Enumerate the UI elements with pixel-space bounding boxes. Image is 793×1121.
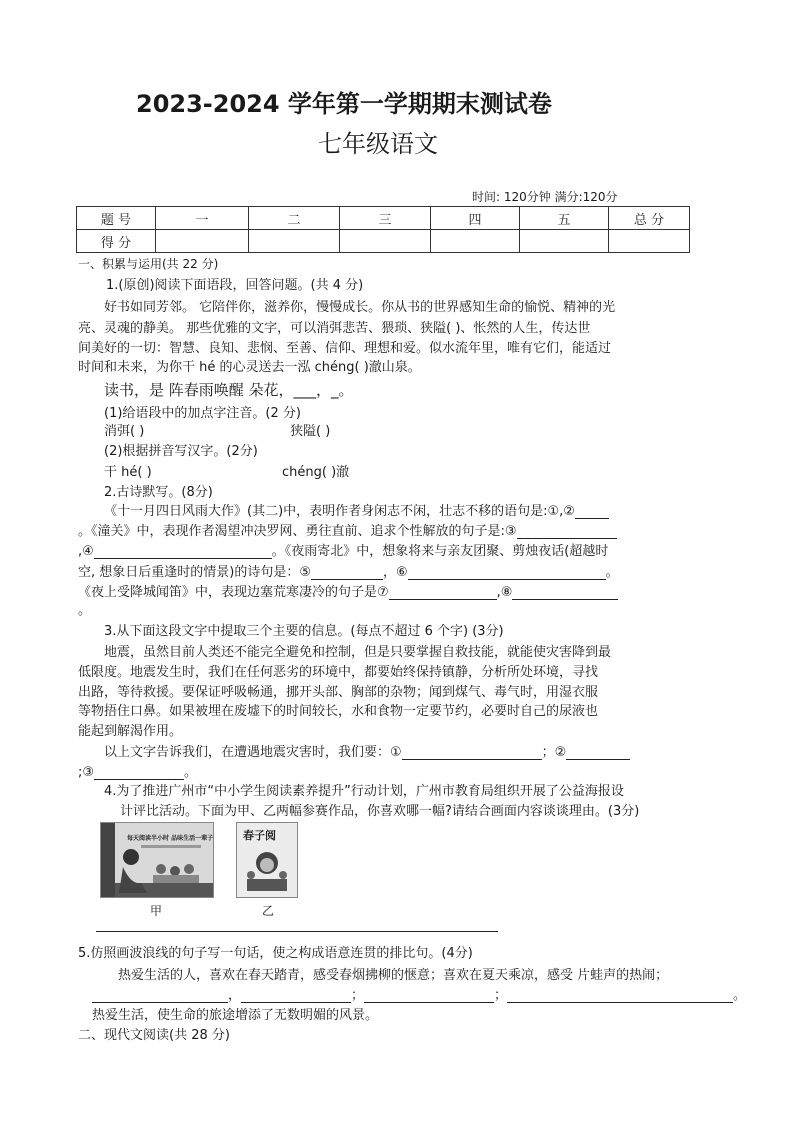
answer-blank[interactable] bbox=[92, 989, 228, 1003]
q2-line-3-prefix: ,④ bbox=[78, 544, 94, 559]
q5-end: 。 bbox=[733, 988, 747, 1003]
q2-line-5-mid: ,⑧ bbox=[496, 585, 513, 600]
score-cell[interactable] bbox=[156, 230, 249, 253]
q2-title: 2.古诗默写。(8分) bbox=[104, 485, 213, 500]
poster-b-illustration bbox=[237, 823, 297, 897]
q1-passage-line: 时间和未来，为你干 hé 的心灵送去一泓 chéng( )澈山泉。 bbox=[78, 360, 421, 375]
q1-sub2-b[interactable]: chéng( )澈 bbox=[282, 465, 350, 480]
q3-title: 3.从下面这段文字中提取三个主要的信息。(每点不超过 6 个字) (3分) bbox=[104, 624, 504, 639]
score-table-score-row bbox=[77, 230, 690, 253]
answer-blank[interactable] bbox=[517, 525, 617, 539]
poster-a-text: 每天阅读半小时 品味生活一辈子 bbox=[127, 835, 214, 842]
poster-b-image bbox=[236, 822, 298, 898]
answer-blank[interactable] bbox=[94, 766, 184, 780]
q2-line-2 bbox=[78, 520, 617, 539]
header-cell: 二 bbox=[249, 207, 340, 230]
answer-blank[interactable] bbox=[94, 545, 272, 559]
q3-passage-line: 低限度。地震发生时，我们在任何恶劣的环境中，都要始终保持镇静，分析所处环境，寻找 bbox=[78, 665, 599, 680]
score-cell[interactable] bbox=[340, 230, 431, 253]
answer-blank[interactable] bbox=[512, 586, 618, 600]
q3-answer-prefix: ;③ bbox=[78, 765, 95, 780]
answer-blank[interactable] bbox=[575, 505, 609, 519]
q4-title-line: 计评比活动。下面为甲、乙两幅参赛作品，你喜欢哪一幅?请结合画面内容谈谈理由。(3分) bbox=[120, 804, 640, 819]
q3-answer-text: 以上文字告诉我们，在遭遇地震灾害时，我们要：① bbox=[104, 745, 402, 760]
poster-a-illustration bbox=[101, 823, 213, 897]
q3-passage-line: 等物捂住口鼻。如果被埋在废墟下的时间较长，水和食物一定要节约，必要时自己的尿液也 bbox=[78, 704, 599, 719]
section1-heading: 一、积累与运用(共 22 分) bbox=[78, 257, 219, 271]
q3-passage-line: 能起到解渴作用。 bbox=[78, 724, 183, 739]
q3-answer-line bbox=[104, 741, 630, 760]
q2-line-1 bbox=[104, 500, 609, 519]
page-title: 2023-2024 学年第一学期期末测试卷 bbox=[136, 90, 552, 118]
q5-sep: ； bbox=[494, 988, 508, 1003]
answer-blank[interactable] bbox=[566, 746, 630, 760]
poster-a-image bbox=[100, 822, 214, 898]
answer-blank[interactable] bbox=[364, 989, 494, 1003]
header-cell: 三 bbox=[340, 207, 431, 230]
score-table-header-row bbox=[77, 207, 690, 230]
score-cell[interactable] bbox=[431, 230, 520, 253]
q3-passage-line: 地震，虽然目前人类还不能完全避免和控制，但是只要掌握自救技能，就能使灾害降到最 bbox=[104, 645, 612, 660]
q1-sub2-a[interactable]: 干 hé( ) bbox=[104, 465, 152, 480]
q1-passage-line: 好书如同芳邻。 它陪伴你，滋养你，慢慢成长。你从书的世界感知生命的愉悦、精神的光 bbox=[104, 300, 616, 315]
q1-sub2: (2)根据拼音写汉字。(2分) bbox=[104, 444, 258, 459]
q3-answer-end: 。 bbox=[184, 765, 198, 780]
section2-heading: 二、现代文阅读(共 28 分) bbox=[78, 1028, 230, 1043]
q2-line-4-end: 。 bbox=[605, 565, 619, 580]
q2-line-6: 。 bbox=[78, 603, 92, 618]
answer-blank[interactable] bbox=[241, 989, 351, 1003]
q5-sep: ； bbox=[351, 988, 365, 1003]
q1-sub1-a[interactable]: 消弭( ) bbox=[104, 424, 145, 439]
q2-line-5-text: 《夜上受降城闻笛》中，表现边塞荒寒凄冷的句子是⑦ bbox=[78, 585, 389, 600]
q2-line-3 bbox=[78, 540, 608, 559]
header-cell: 题 号 bbox=[77, 207, 156, 230]
q5-line-3: 热爱生活，使生命的旅途增添了无数明媚的风景。 bbox=[92, 1008, 379, 1023]
q4-title-line: 4.为了推进广州市“中小学生阅读素养提升”行动计划，广州市教育局组织开展了公益海报设 bbox=[104, 784, 624, 799]
answer-blank[interactable] bbox=[389, 586, 497, 600]
exam-info: 时间: 120分钟 满分:120分 bbox=[472, 190, 618, 204]
q2-line-4-mid: ，⑥ bbox=[383, 565, 408, 580]
header-cell: 四 bbox=[431, 207, 520, 230]
q5-sep: ， bbox=[228, 988, 242, 1003]
q5-line-2 bbox=[92, 984, 746, 1003]
q2-line-4 bbox=[78, 561, 619, 580]
q2-line-2-text: 。《潼关》中，表现作者渴望冲决罗网、勇往直前、追求个性解放的句子是:③ bbox=[78, 524, 517, 539]
q1-passage-line: 亮、灵魂的静美。 那些优雅的文字，可以消弭悲苦、猥琐、狭隘( )、怅然的人生，传达世 bbox=[78, 321, 591, 336]
poster-b-label: 乙 bbox=[262, 904, 275, 918]
score-cell[interactable] bbox=[609, 230, 690, 253]
q2-line-3-text: 。《夜雨寄北》中，想象将来与亲友团聚、剪烛夜话(超越时 bbox=[271, 544, 609, 559]
score-cell[interactable] bbox=[249, 230, 340, 253]
answer-blank[interactable] bbox=[507, 989, 733, 1003]
answer-blank[interactable] bbox=[408, 566, 606, 580]
page-subtitle: 七年级语文 bbox=[318, 130, 438, 158]
poster-a-label: 甲 bbox=[150, 904, 163, 918]
q1-passage-line: 间美好的一切：智慧、良知、悲悯、至善、信仰、理想和爱。似水流年里，唯有它们，能适过 bbox=[78, 341, 612, 356]
q1-sub1: (1)给语段中的加点字注音。(2 分) bbox=[104, 406, 301, 421]
header-cell: 总 分 bbox=[609, 207, 690, 230]
q3-answer-mid: ；② bbox=[541, 745, 567, 760]
row-label-cell: 得 分 bbox=[77, 230, 156, 253]
header-cell: 五 bbox=[520, 207, 609, 230]
poster-b-text: 春子阅 bbox=[243, 829, 276, 842]
q2-line-5 bbox=[78, 581, 618, 600]
q1-big-line: 读书，是 阵春雨唤醒 朵花，___，_。 bbox=[104, 381, 354, 399]
q5-title: 5.仿照画波浪线的句子写一句话，使之构成语意连贯的排比句。(4分) bbox=[78, 946, 473, 961]
answer-blank[interactable] bbox=[311, 566, 383, 580]
score-cell[interactable] bbox=[520, 230, 609, 253]
q5-line-1: 热爱生活的人，喜欢在春天踏青，感受春烟拂柳的惬意；喜欢在夏天乘凉，感受 片蛙声的热闹； bbox=[118, 968, 669, 983]
q4-answer-line[interactable] bbox=[96, 930, 498, 932]
header-cell: 一 bbox=[156, 207, 249, 230]
q1-sub1-b[interactable]: 狭隘( ) bbox=[290, 424, 331, 439]
score-table bbox=[76, 206, 690, 253]
q2-line-1-text: 《十一月四日风雨大作》(其二)中，表明作者身闲志不闲，壮志不移的语句是:①,② bbox=[104, 504, 575, 519]
q3-passage-line: 出路，等待救援。要保证呼吸畅通，挪开头部、胸部的杂物；闻到煤气、毒气时，用湿衣服 bbox=[78, 685, 599, 700]
q2-line-4-text: 空, 想象日后重逢时的情景)的诗句是：⑤ bbox=[78, 565, 311, 580]
q3-answer-line-2 bbox=[78, 761, 197, 780]
answer-blank[interactable] bbox=[402, 746, 542, 760]
q1-title: 1.(原创)阅读下面语段，回答问题。(共 4 分) bbox=[106, 278, 364, 293]
